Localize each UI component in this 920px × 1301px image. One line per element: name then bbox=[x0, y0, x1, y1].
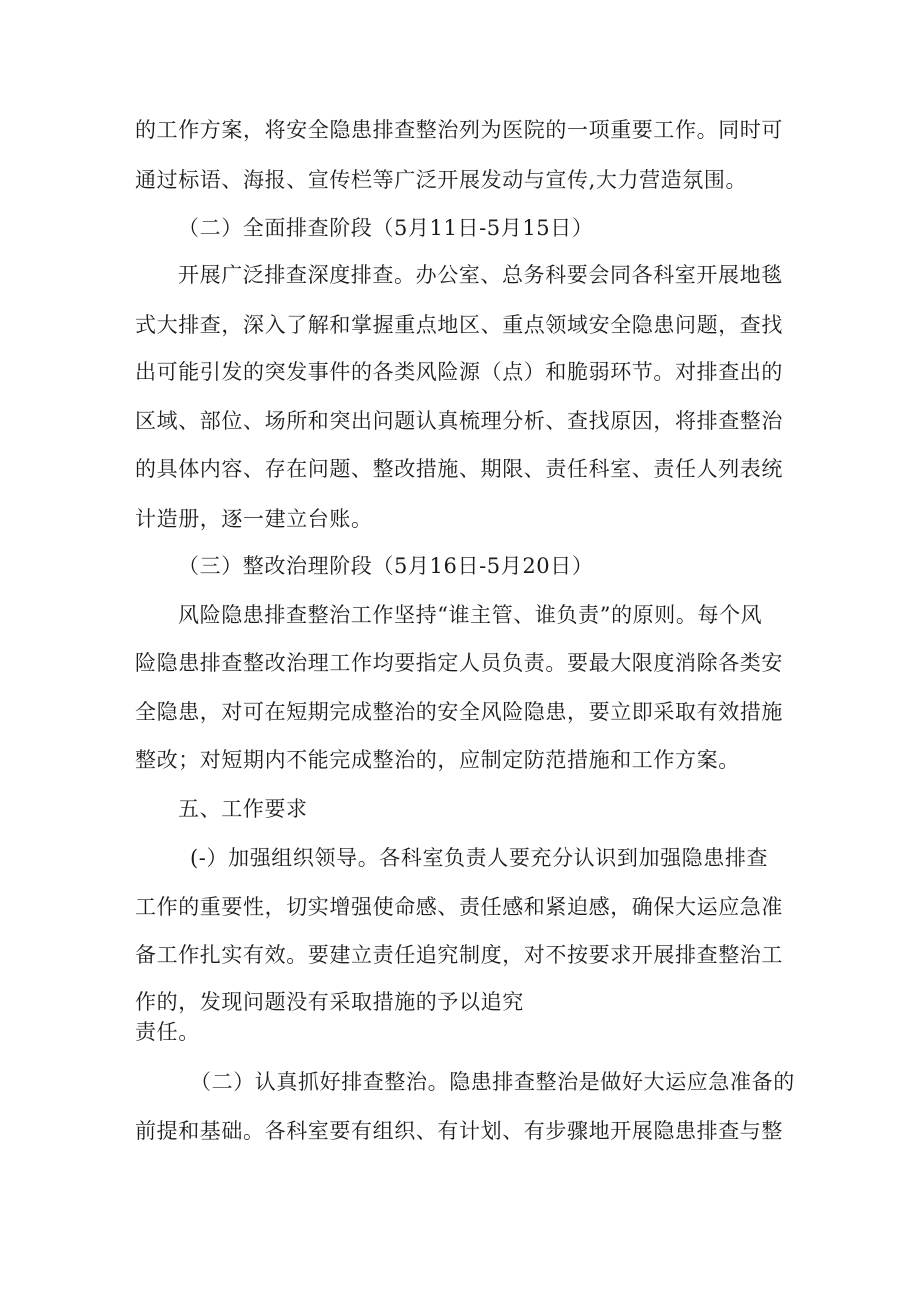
text-line: (-）加强组织领导。各科室负责人要充分认识到加强隐患排查 bbox=[190, 846, 769, 870]
text-line: 备工作扎实有效。要建立责任追究制度，对不按要求开展排查整治工 bbox=[135, 943, 783, 967]
text-line: 险隐患排查整改治理工作均要指定人员负责。要最大限度消除各类安 bbox=[135, 651, 783, 675]
text-line: 的具体内容、存在问题、整改措施、期限、责任科室、责任人列表统 bbox=[135, 457, 783, 481]
text-line: 工作的重要性，切实增强使命感、责任感和紧迫感，确保大运应急准 bbox=[135, 895, 783, 919]
text-line: 式大排查，深入了解和掌握重点地区、重点领域安全隐患问题，查找 bbox=[135, 313, 783, 337]
text-line: 区域、部位、场所和突出问题认真梳理分析、查找原因，将排查整治 bbox=[135, 409, 783, 433]
text-line: 责任。 bbox=[135, 1020, 200, 1044]
text-line: （二）认真抓好排查整治。隐患排查整治是做好大运应急准备的 bbox=[190, 1070, 795, 1094]
text-line: 风险隐患排查整治工作坚持“谁主管、谁负责”的原则。每个风 bbox=[178, 603, 763, 627]
text-line: 出可能引发的突发事件的各类风险源（点）和脆弱环节。对排查出的 bbox=[135, 360, 783, 384]
text-line: 的工作方案，将安全隐患排查整治列为医院的一项重要工作。同时可 bbox=[135, 118, 783, 142]
text-line: 计造册，逐一建立台账。 bbox=[135, 507, 373, 531]
section-heading: 五、工作要求 bbox=[178, 797, 308, 821]
text-line: 整改；对短期内不能完成整治的，应制定防范措施和工作方案。 bbox=[135, 748, 740, 772]
text-line: 前提和基础。各科室要有组织、有计划、有步骤地开展隐患排查与整 bbox=[135, 1119, 783, 1143]
text-line: 作的，发现问题没有采取措施的予以追究 bbox=[135, 990, 524, 1014]
section-heading: （二）全面排查阶段（5月11日-5月15日） bbox=[178, 216, 594, 240]
text-line: 全隐患，对可在短期完成整治的安全风险隐患，要立即采取有效措施 bbox=[135, 700, 783, 724]
text-line: 通过标语、海报、宣传栏等广泛开展发动与宣传,大力营造氛围。 bbox=[135, 168, 748, 192]
section-heading: （三）整改治理阶段（5月16日-5月20日） bbox=[178, 554, 594, 578]
text-line: 开展广泛排查深度排查。办公室、总务科要会同各科室开展地毯 bbox=[178, 263, 783, 287]
